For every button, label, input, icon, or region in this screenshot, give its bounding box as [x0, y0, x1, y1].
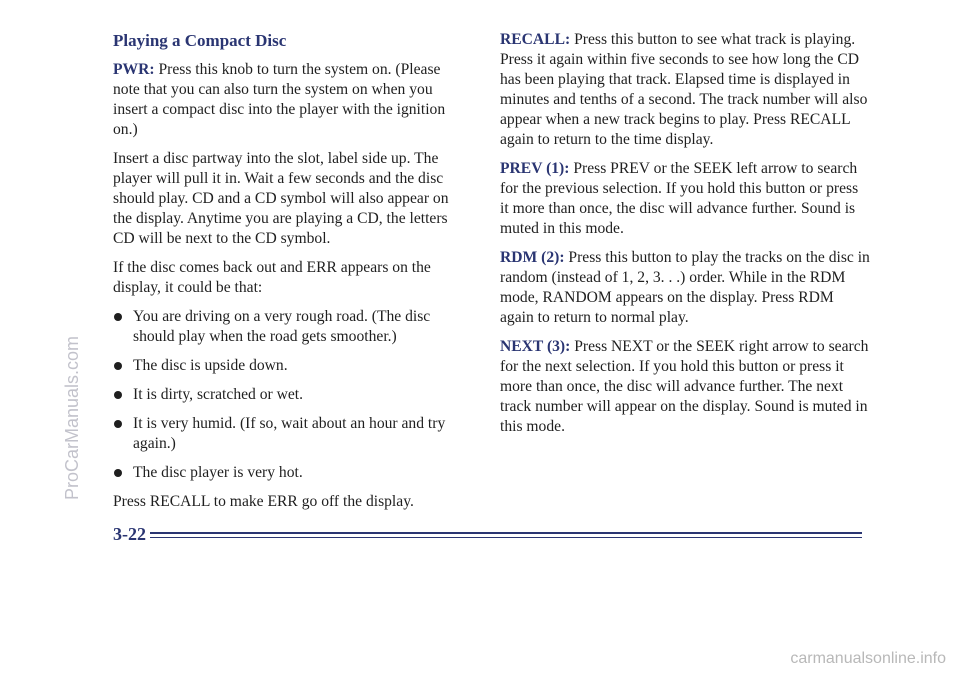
bullet-icon	[114, 362, 122, 370]
left-column	[113, 30, 470, 521]
next-text: Press NEXT or the SEEK right arrow to search for the next selection. If you hold this button or press it more than once, the disc will advance further. The next track number will appear on the display. Sound is muted in this mode.	[500, 338, 869, 435]
err-cause-list	[113, 307, 470, 483]
rdm-paragraph	[500, 248, 870, 328]
list-item: The disc player is very hot.	[113, 463, 470, 483]
page-number: 3-22	[113, 524, 146, 544]
right-column	[500, 30, 870, 446]
recall-text: Press this button to see what track is playing. Press it again within five seconds to see how long the CD has been playing that track. Elapsed time is displayed in minutes and tenths of a second. The track number will also appear when a new track begins to play. Press RECALL again to return to the time display.	[500, 31, 868, 148]
list-item: It is dirty, scratched or wet.	[113, 385, 470, 405]
corner-watermark: carmanualsonline.info	[790, 650, 946, 667]
list-item: It is very humid. (If so, wait about an hour and try again.)	[113, 414, 470, 454]
next-label: NEXT (3):	[500, 338, 571, 355]
prev-label: PREV (1):	[500, 160, 570, 177]
list-item: You are driving on a very rough road. (The disc should play when the road gets smoother.)	[113, 307, 470, 347]
recall-label: RECALL:	[500, 31, 571, 48]
bullet-icon	[114, 469, 122, 477]
footer-rule	[150, 532, 862, 534]
pwr-text: Press this knob to turn the system on. (Please note that you can also turn the system on when you insert a compact disc into the player with the ignition on.)	[113, 61, 446, 138]
recall-note-paragraph: Press RECALL to make ERR go off the display.	[113, 493, 414, 510]
side-watermark: ProCarManuals.com	[62, 335, 82, 500]
prev-text: Press PREV or the SEEK left arrow to search for the previous selection. If you hold this button or press it more than once, the disc will advance further. Sound is muted in this mode.	[500, 160, 859, 237]
rdm-text: Press this button to play the tracks on the disc in random (instead of 1, 2, 3. . .) order. While in the RDM mode, RANDOM appears on the display. Press RDM again to return to normal play.	[500, 249, 870, 326]
bullet-icon	[114, 391, 122, 399]
list-item: The disc is upside down.	[113, 356, 470, 376]
err-intro-paragraph: If the disc comes back out and ERR appears on the display, it could be that:	[113, 259, 431, 296]
pwr-paragraph	[113, 60, 470, 140]
next-paragraph	[500, 337, 870, 437]
insert-paragraph: Insert a disc partway into the slot, label side up. The player will pull it in. Wait a few seconds and the disc should play. CD and a CD symbol will also appear on the display. Anytime you are playing a CD, the letters CD will be next to the CD symbol.	[113, 150, 449, 247]
section-heading: Playing a Compact Disc	[113, 31, 287, 50]
prev-paragraph	[500, 159, 870, 239]
pwr-label: PWR:	[113, 61, 155, 78]
recall-paragraph	[500, 30, 870, 150]
footer-rule-thin	[150, 537, 862, 538]
bullet-icon	[114, 313, 122, 321]
bullet-icon	[114, 420, 122, 428]
rdm-label: RDM (2):	[500, 249, 565, 266]
